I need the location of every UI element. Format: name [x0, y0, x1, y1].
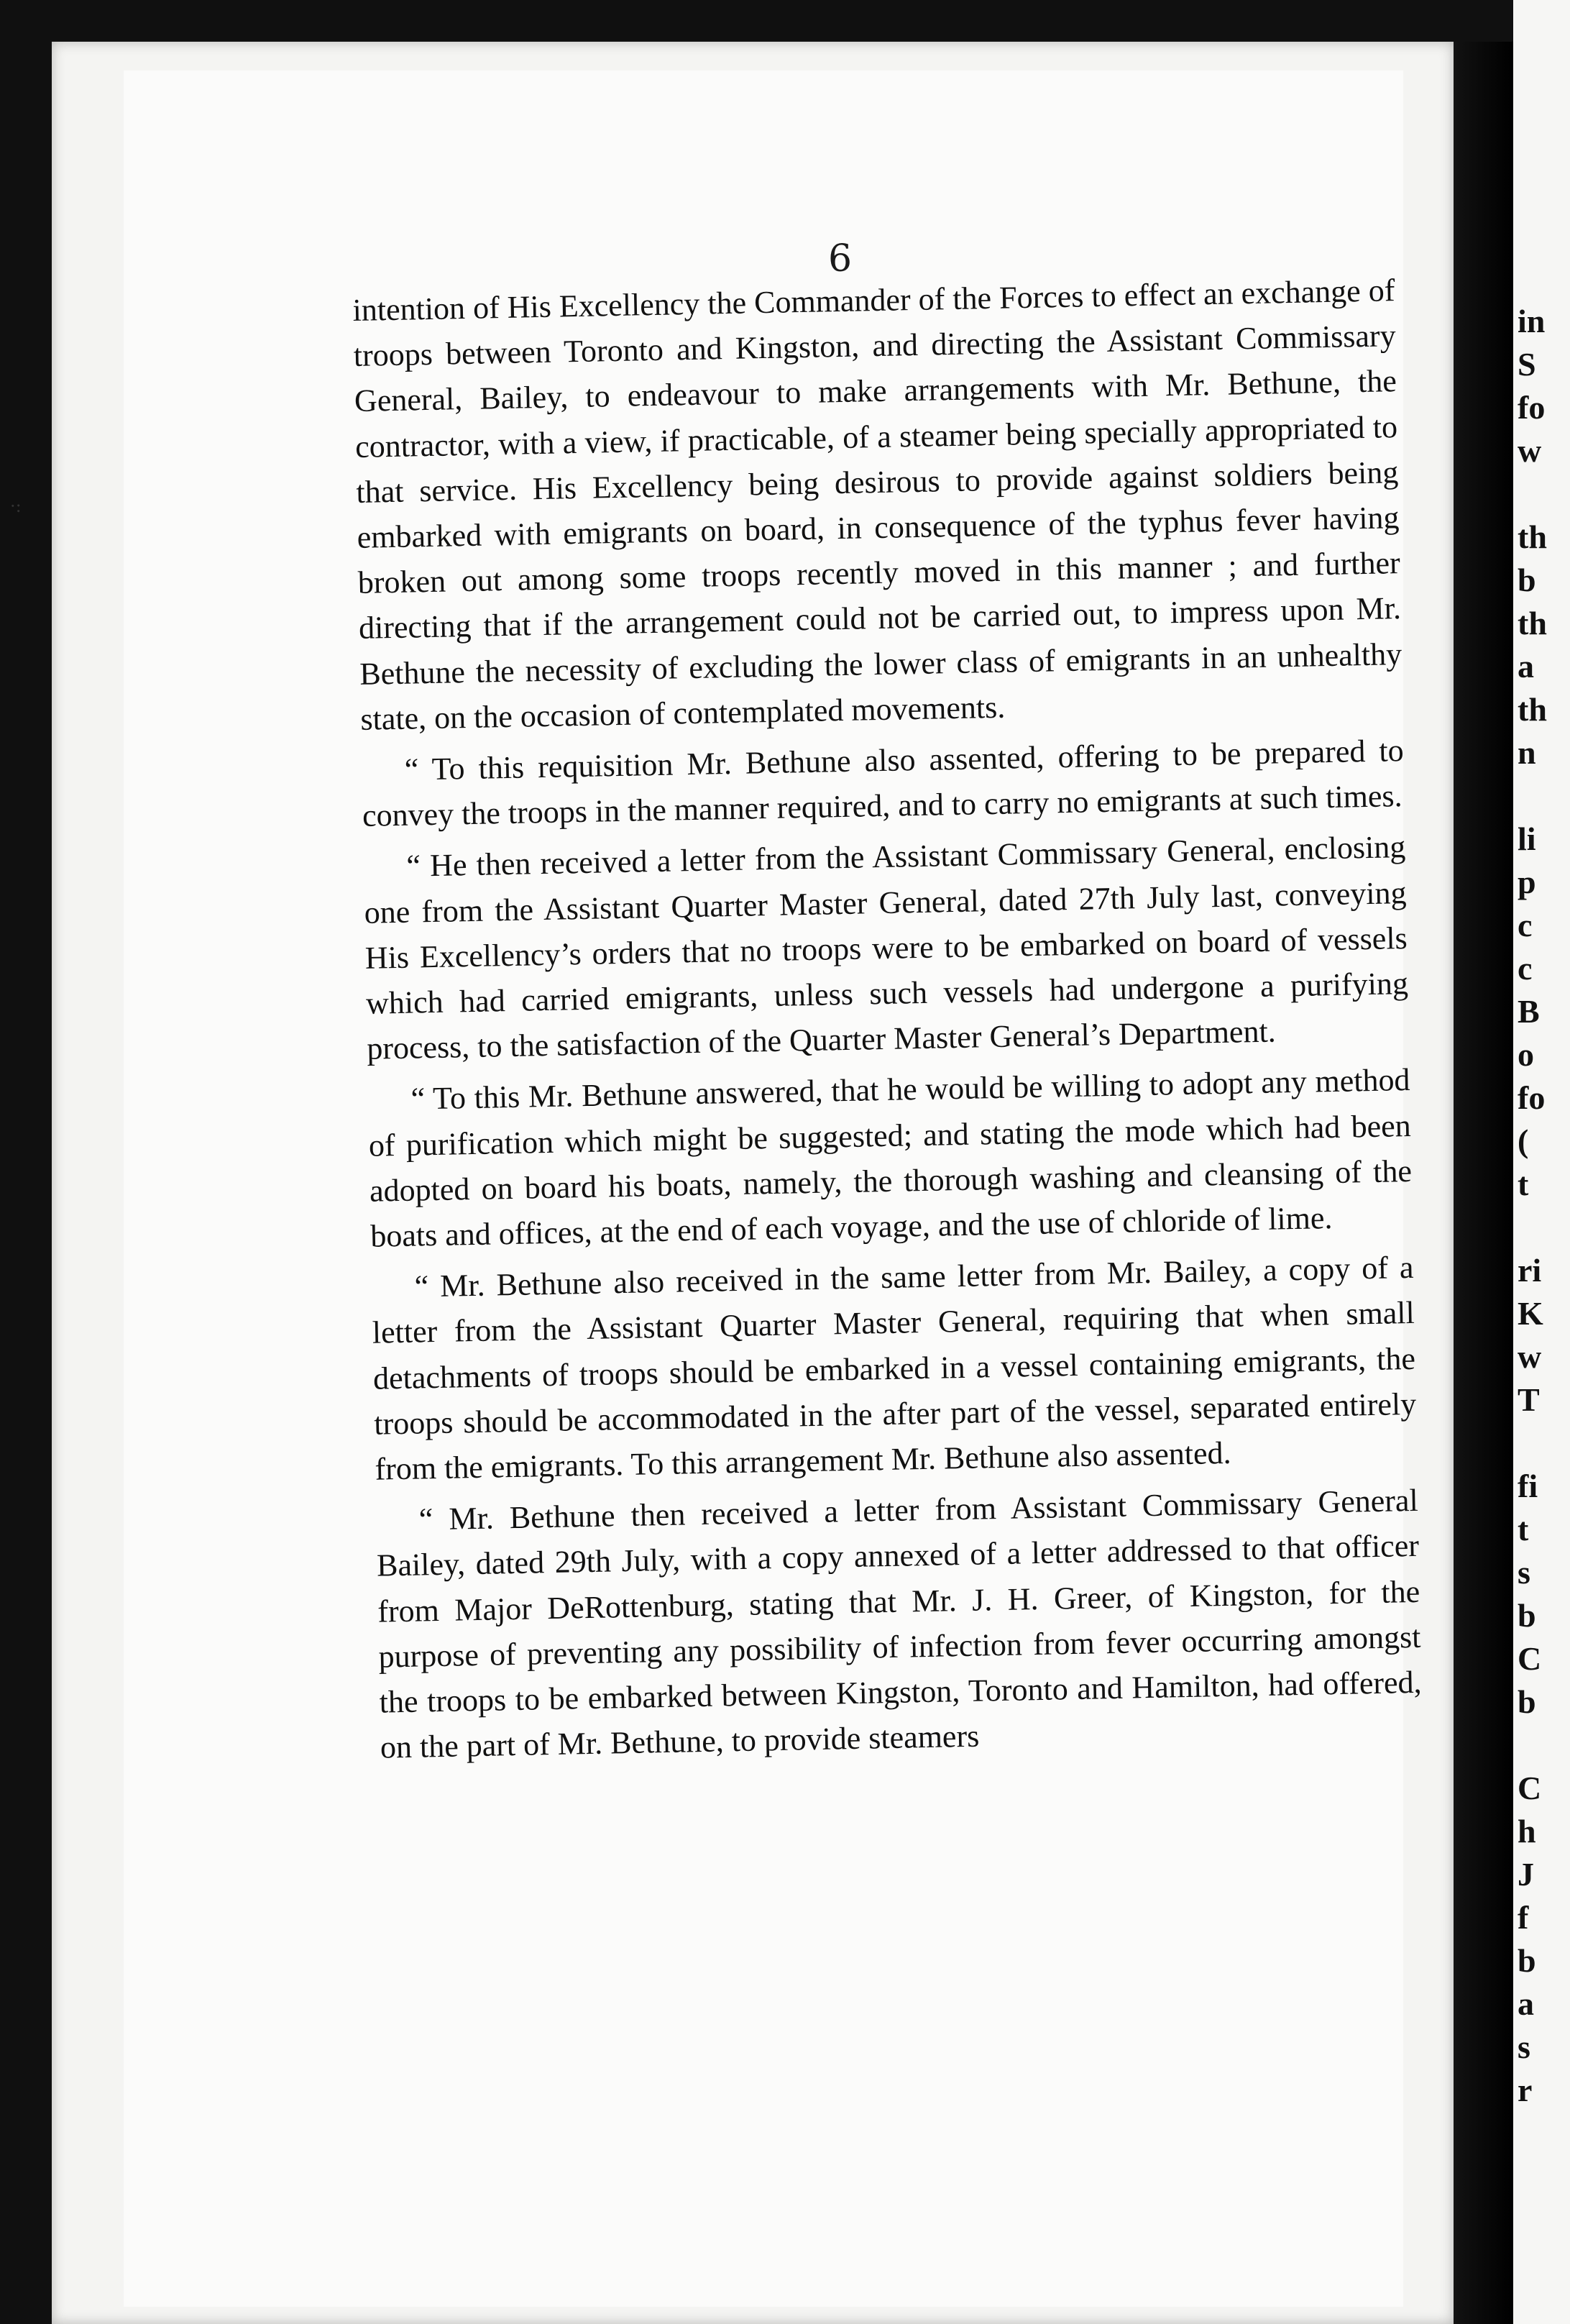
body-text	[352, 267, 1423, 1770]
facing-fragment: c	[1518, 950, 1533, 987]
page-number: 6	[828, 237, 853, 280]
facing-fragment: h	[1518, 1813, 1536, 1849]
facing-fragment: th	[1518, 518, 1547, 555]
facing-fragment: b	[1518, 1597, 1536, 1634]
paragraph-3: “ He then received a letter from the Assistant Commissary General, enclosing one from the Assistant Quarter Master General, dated 27th July last, conveying His Excellency’s orders that no troops were to be embarked on board of vessels which had carried emigrants, unless such vessels had undergone a purifying process, to the satisfaction of the Quarter Master General’s Department.	[364, 829, 1409, 1067]
facing-fragment: a	[1518, 1985, 1534, 2022]
facing-fragment: J	[1518, 1856, 1534, 1893]
facing-fragment: ri	[1518, 1252, 1542, 1289]
facing-fragment: s	[1518, 1554, 1530, 1591]
facing-fragment: p	[1518, 864, 1536, 900]
facing-fragment: in	[1518, 303, 1546, 339]
facing-fragment: w	[1518, 432, 1542, 469]
facing-fragment: li	[1518, 820, 1536, 857]
facing-fragment: fo	[1518, 1079, 1546, 1116]
margin-speck: ·:	[10, 496, 22, 516]
paragraph-5: “ Mr. Bethune also received in the same letter from Mr. Bailey, a copy of a letter from the Assistant Quarter Master General, requiring that when small detachments of troops should be embarked in a vessel containing emigrants, the troops should be accommodated in the after part of the vessel, separated entirely from the emigrants. To this arrangement Mr. Bethune also assented.	[372, 1250, 1417, 1487]
facing-page	[1513, 0, 1570, 2324]
facing-fragment: b	[1518, 1942, 1536, 1979]
facing-fragment: n	[1518, 734, 1536, 771]
facing-fragment: r	[1518, 2072, 1533, 2108]
facing-fragment: f	[1518, 1899, 1529, 1936]
facing-fragment: fi	[1518, 1468, 1538, 1504]
facing-fragment: C	[1518, 1640, 1542, 1677]
facing-fragment: b	[1518, 562, 1536, 598]
facing-fragment: (	[1518, 1122, 1529, 1159]
facing-fragment: T	[1518, 1381, 1540, 1418]
facing-fragment: b	[1518, 1683, 1536, 1720]
facing-fragment: B	[1518, 993, 1540, 1030]
paragraph-6: “ Mr. Bethune then received a letter from Assistant Commissary General Bailey, dated 29th July, with a copy annexed of a letter addressed to that officer from Major DeRottenburg, stating that Mr. J. H. Greer, of Kingston, for the purpose of preventing any possibility of infection from fever occurring amongst the troops to be embarked between Kingston, Toronto and Hamilton, had offered, on the part of Mr. Bethune, to provide steamers	[376, 1483, 1422, 1765]
paragraph-1: intention of His Excellency the Commander of the Forces to effect an exchange of troops between Toronto and Kingston, and directing the Assistant Commissary General, Bailey, to endeavour to make arrangements with Mr. Bethune, the contractor, with a view, if practicable, of a steamer being specially appropriated to that service. His Excellency being desirous to provide against soldiers being embarked with emigrants on board, in consequence of the typhus fever having broken out among some troops recently moved in this manner ; and further directing that if the arrangement could not be carried out, to impress upon Mr. Bethune the necessity of excluding the lower class of emigrants in an unhealthy state, on the occasion of contemplated movements.	[352, 273, 1403, 737]
facing-fragment: fo	[1518, 389, 1546, 426]
facing-fragment: s	[1518, 2028, 1530, 2065]
facing-fragment: a	[1518, 648, 1534, 685]
facing-fragment: c	[1518, 907, 1533, 943]
paragraph-2: “ To this requisition Mr. Bethune also assented, offering to be prepared to convey the troops in the manner required, and to carry no emigrants at such times.	[362, 733, 1405, 834]
facing-fragment: K	[1518, 1295, 1543, 1332]
facing-fragment: o	[1518, 1036, 1534, 1073]
facing-fragment: th	[1518, 691, 1547, 728]
facing-fragment: C	[1518, 1770, 1542, 1806]
facing-fragment: S	[1518, 346, 1536, 383]
paragraph-4: “ To this Mr. Bethune answered, that he would be willing to adopt any method of purification which might be suggested; and stating the mode which had been adopted on board his boats, namely, the thorough washing and cleansing of the boats and offices, at the end of each voyage, and the use of chloride of lime.	[368, 1062, 1413, 1254]
facing-fragment: w	[1518, 1338, 1542, 1375]
facing-fragment: th	[1518, 605, 1547, 641]
facing-fragment: t	[1518, 1511, 1529, 1547]
facing-fragment: t	[1518, 1166, 1529, 1202]
